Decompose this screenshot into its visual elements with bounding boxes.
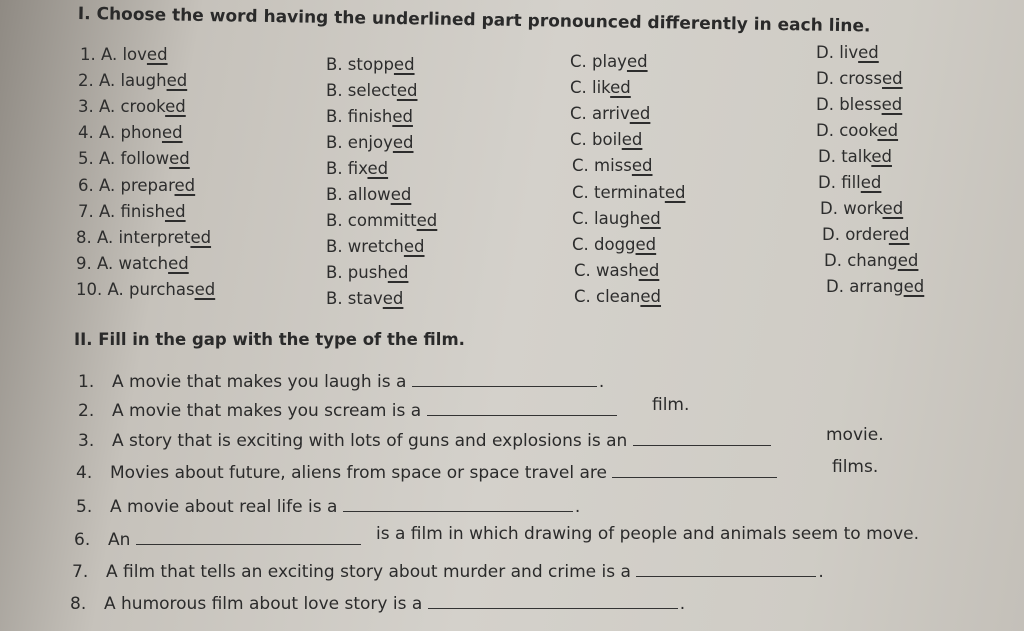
option-10-c <box>574 287 661 306</box>
option-underlined-part: ed <box>392 133 414 152</box>
option-5-a <box>78 149 190 168</box>
option-underlined-part: ed <box>194 279 216 299</box>
option-underlined-part: ed <box>174 175 196 195</box>
option-4-d <box>816 121 898 140</box>
item-suffix: . <box>574 497 581 517</box>
item-prompt: A film that tells an exciting story about murder and crime is a <box>106 562 637 582</box>
option-underlined-part: ed <box>390 185 412 204</box>
option-stem: C. arriv <box>570 104 630 124</box>
option-underlined-part: ed <box>881 95 903 114</box>
option-underlined-part: ed <box>888 225 910 244</box>
option-underlined-part: ed <box>626 52 648 71</box>
option-underlined-part: ed <box>393 55 415 74</box>
fill-in-item <box>76 497 580 517</box>
item-prompt: A movie that makes you scream is a <box>112 401 427 421</box>
option-underlined-part: ed <box>871 147 892 166</box>
option-underlined-part: ed <box>164 201 186 221</box>
option-7-b <box>326 211 437 230</box>
option-10-d <box>826 277 924 296</box>
option-9-b <box>326 263 408 282</box>
option-underlined-part: ed <box>168 253 189 273</box>
option-stem: B. finish <box>326 107 393 126</box>
item-prompt: A story that is exciting with lots of guns and explosions is an <box>112 431 633 451</box>
fill-in-item <box>76 463 777 483</box>
option-10-a <box>76 280 215 299</box>
item-suffix: films. <box>832 457 879 477</box>
answer-blank[interactable] <box>633 444 771 446</box>
option-underlined-part: ed <box>858 43 879 62</box>
option-stem: C. terminat <box>572 182 665 202</box>
answer-blank[interactable] <box>412 385 597 387</box>
option-underlined-part: ed <box>396 81 418 100</box>
option-10-b <box>326 289 403 308</box>
option-underlined-part: ed <box>382 289 404 308</box>
answer-blank[interactable] <box>612 476 777 478</box>
option-6-a <box>78 176 195 195</box>
fill-in-item <box>72 562 824 582</box>
option-9-a <box>76 254 189 273</box>
option-9-c <box>574 261 659 280</box>
option-4-c <box>570 130 642 149</box>
option-3-a <box>78 97 186 116</box>
option-stem: 6. A. prepar <box>78 175 175 195</box>
item-prompt: Movies about future, aliens from space or space travel are <box>110 463 613 483</box>
option-stem: D. talk <box>818 147 872 166</box>
option-stem: 1. A. lov <box>80 45 147 64</box>
option-stem: B. push <box>326 263 388 282</box>
item-prompt: A movie that makes you laugh is a <box>112 372 412 392</box>
item-suffix: . <box>598 372 605 392</box>
option-1-c <box>570 52 648 71</box>
option-stem: C. lik <box>570 78 611 98</box>
option-stem: B. select <box>326 81 397 100</box>
option-underlined-part: ed <box>638 260 660 280</box>
option-3-c <box>570 104 650 123</box>
option-4-a <box>78 123 183 142</box>
option-3-b <box>326 107 413 126</box>
option-stem: C. clean <box>574 286 641 306</box>
option-9-d <box>824 251 918 270</box>
option-stem: 2. A. laugh <box>78 71 167 91</box>
option-stem: B. wretch <box>326 237 404 256</box>
item-number: 1. <box>78 372 95 392</box>
item-prompt: An <box>108 530 136 550</box>
answer-blank[interactable] <box>428 607 678 609</box>
option-2-b <box>326 81 417 100</box>
option-underlined-part: ed <box>640 208 661 228</box>
option-5-c <box>572 156 653 175</box>
option-underlined-part: ed <box>629 104 651 124</box>
option-stem: D. liv <box>816 43 859 62</box>
item-suffix: . <box>818 562 824 582</box>
option-underlined-part: ed <box>877 121 899 140</box>
option-underlined-part: ed <box>897 251 919 270</box>
section2-heading: II. Fill in the gap with the type of the film. <box>74 330 465 349</box>
option-2-a <box>78 71 187 90</box>
item-suffix: film. <box>652 395 690 415</box>
option-stem: D. order <box>822 225 889 244</box>
option-stem: 7. A. finish <box>78 201 165 221</box>
option-stem: D. cook <box>816 121 878 140</box>
option-stem: 5. A. follow <box>78 149 170 169</box>
option-1-a <box>80 45 168 64</box>
option-6-d <box>818 173 881 192</box>
answer-blank[interactable] <box>136 543 361 545</box>
item-number: 6. <box>74 530 91 550</box>
item-number: 3. <box>78 431 95 451</box>
option-underlined-part: ed <box>664 182 686 202</box>
option-underlined-part: ed <box>392 107 413 126</box>
option-5-b <box>326 159 388 178</box>
item-suffix: movie. <box>826 425 884 445</box>
option-underlined-part: ed <box>166 71 188 91</box>
option-2-c <box>570 78 631 97</box>
option-stem: 4. A. phon <box>78 123 162 143</box>
item-number: 2. <box>78 401 95 421</box>
option-7-c <box>572 209 661 228</box>
option-underlined-part: ed <box>640 286 662 306</box>
option-8-c <box>572 235 656 254</box>
option-6-b <box>326 185 411 204</box>
option-stem: B. stav <box>326 289 383 308</box>
answer-blank[interactable] <box>427 414 617 416</box>
option-underlined-part: ed <box>635 234 657 254</box>
option-underlined-part: ed <box>169 149 190 169</box>
option-underlined-part: ed <box>882 199 904 218</box>
option-3-d <box>816 95 902 114</box>
answer-blank[interactable] <box>636 575 816 577</box>
option-stem: C. laugh <box>572 208 641 228</box>
section1-heading: I. Choose the word having the underlined part pronounced differently in each line. <box>77 4 871 37</box>
item-number: 5. <box>76 497 93 517</box>
item-number: 7. <box>72 562 89 582</box>
fill-in-item <box>78 401 617 421</box>
option-underlined-part: ed <box>860 173 882 192</box>
fill-in-item <box>78 372 604 392</box>
item-prompt: A movie about real life is a <box>110 497 343 517</box>
answer-blank[interactable] <box>343 510 573 512</box>
option-underlined-part: ed <box>190 227 212 247</box>
option-stem: D. bless <box>816 95 882 114</box>
option-stem: D. work <box>820 199 883 218</box>
option-stem: 9. A. watch <box>76 253 169 273</box>
option-underlined-part: ed <box>165 97 186 117</box>
fill-in-item <box>74 530 361 550</box>
option-stem: D. fill <box>818 173 861 192</box>
option-underlined-part: ed <box>403 237 425 256</box>
item-suffix: . <box>679 594 686 614</box>
option-5-d <box>818 147 892 166</box>
option-4-b <box>326 133 414 152</box>
option-stem: D. cross <box>816 69 882 88</box>
fill-in-item <box>70 594 685 614</box>
option-stem: C. play <box>570 52 627 71</box>
item-number: 4. <box>76 463 93 483</box>
option-stem: 3. A. crook <box>78 97 166 117</box>
option-stem: B. fix <box>326 159 368 178</box>
option-stem: D. chang <box>824 251 898 270</box>
option-stem: C. boil <box>570 130 622 150</box>
option-stem: B. committ <box>326 211 417 230</box>
option-1-b <box>326 55 415 74</box>
option-stem: C. dogg <box>572 234 636 254</box>
option-stem: B. enjoy <box>326 133 393 152</box>
option-underlined-part: ed <box>631 156 653 176</box>
option-underlined-part: ed <box>416 211 438 230</box>
option-8-d <box>822 225 909 244</box>
option-6-c <box>572 183 685 202</box>
fill-in-item <box>78 431 771 451</box>
option-8-a <box>76 228 211 247</box>
option-underlined-part: ed <box>621 130 643 150</box>
option-stem: 10. A. purchas <box>76 279 195 299</box>
option-stem: 8. A. interpret <box>76 227 191 247</box>
option-underlined-part: ed <box>610 78 631 98</box>
option-2-d <box>816 69 903 88</box>
option-7-d <box>820 199 903 218</box>
option-underlined-part: ed <box>387 263 409 282</box>
option-stem: B. stopp <box>326 55 394 74</box>
item-prompt: A humorous film about love story is a <box>104 594 428 614</box>
option-1-d <box>816 43 879 62</box>
item-number: 8. <box>70 594 87 614</box>
option-stem: D. arrang <box>826 277 904 296</box>
option-underlined-part: ed <box>903 277 925 296</box>
option-7-a <box>78 202 186 221</box>
option-underlined-part: ed <box>146 45 168 64</box>
option-underlined-part: ed <box>161 123 183 143</box>
option-underlined-part: ed <box>881 69 903 88</box>
item-suffix: is a film in which drawing of people and animals seem to move. <box>376 524 919 544</box>
option-stem: C. miss <box>572 156 632 176</box>
option-8-b <box>326 237 425 256</box>
option-underlined-part: ed <box>367 159 389 178</box>
option-stem: C. wash <box>574 260 639 280</box>
option-stem: B. allow <box>326 185 391 204</box>
